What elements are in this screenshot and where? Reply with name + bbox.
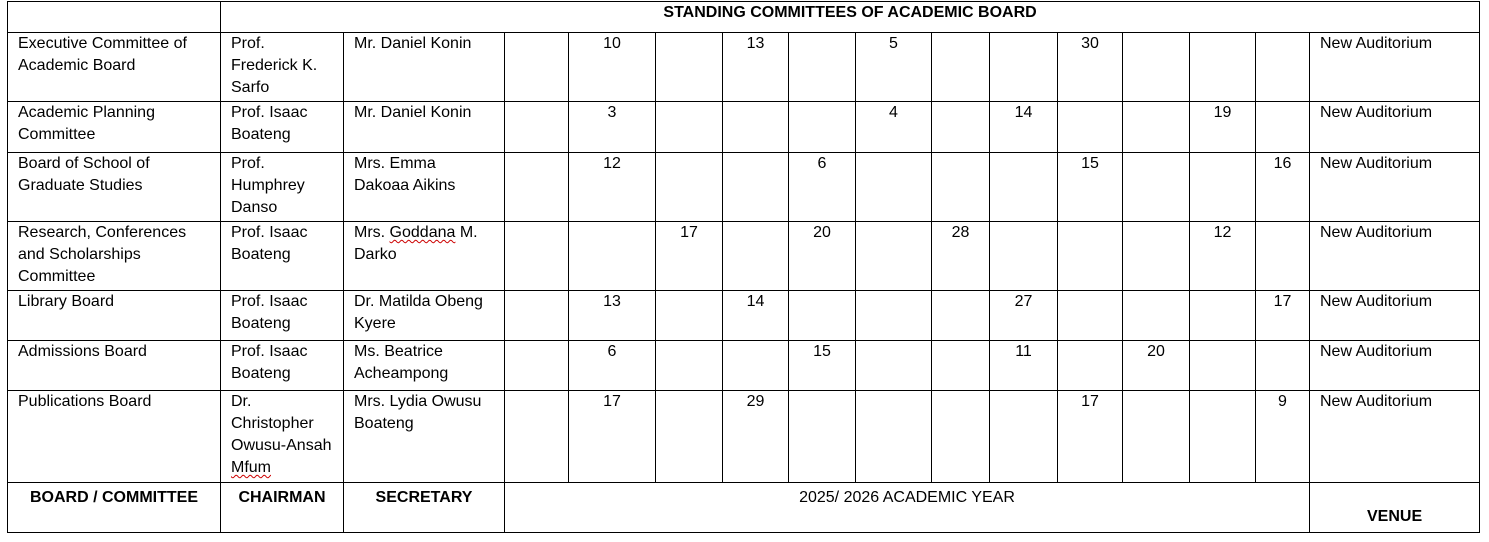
- meeting-date-cell: [932, 291, 990, 341]
- meeting-date-cell: [1256, 102, 1310, 153]
- title-row: [8, 2, 1480, 33]
- meeting-date-cell: [505, 391, 569, 483]
- meeting-date-cell: [505, 153, 569, 222]
- meeting-date-cell: 11: [990, 341, 1058, 391]
- meeting-date-cell: 6: [789, 153, 856, 222]
- meeting-date-cell: [990, 222, 1058, 291]
- table-row: [8, 222, 1480, 291]
- meeting-date-cell: [505, 222, 569, 291]
- meeting-date-cell: [505, 102, 569, 153]
- meeting-date-cell: [932, 153, 990, 222]
- meeting-date-cell: 13: [723, 33, 789, 102]
- meeting-date-cell: [789, 102, 856, 153]
- committee-name: Executive Committee of Academic Board: [8, 33, 221, 102]
- committee-name: Research, Conferences and Scholarships Committee: [8, 222, 221, 291]
- secretary-header: SECRETARY: [344, 483, 505, 533]
- meeting-date-cell: [990, 391, 1058, 483]
- meeting-date-cell: 9: [1256, 391, 1310, 483]
- meeting-date-cell: [990, 153, 1058, 222]
- meeting-date-cell: [932, 33, 990, 102]
- meeting-date-cell: [1123, 33, 1190, 102]
- meeting-date-cell: 19: [1190, 102, 1256, 153]
- venue-cell: New Auditorium: [1310, 153, 1480, 222]
- meeting-date-cell: [856, 391, 932, 483]
- meeting-date-cell: [656, 33, 723, 102]
- secretary-name: Mrs. Lydia Owusu Boateng: [344, 391, 505, 483]
- meeting-date-cell: [789, 291, 856, 341]
- meeting-date-cell: [789, 33, 856, 102]
- secretary-name: Mr. Daniel Konin: [344, 33, 505, 102]
- chairman-name: Prof. Humphrey Danso: [221, 153, 344, 222]
- secretary-name: Mr. Daniel Konin: [344, 102, 505, 153]
- meeting-date-cell: 15: [789, 341, 856, 391]
- meeting-date-cell: [723, 153, 789, 222]
- venue-cell: New Auditorium: [1310, 102, 1480, 153]
- meeting-date-cell: [723, 222, 789, 291]
- meeting-date-cell: 4: [856, 102, 932, 153]
- meeting-date-cell: [1190, 291, 1256, 341]
- venue-cell: New Auditorium: [1310, 391, 1480, 483]
- meeting-date-cell: [505, 341, 569, 391]
- meeting-date-cell: 10: [569, 33, 656, 102]
- meeting-date-cell: [505, 33, 569, 102]
- committee-schedule-table: [7, 1, 1480, 533]
- meeting-date-cell: [1256, 222, 1310, 291]
- secretary-name: Mrs. Emma Dakoaa Aikins: [344, 153, 505, 222]
- meeting-date-cell: [656, 153, 723, 222]
- table-row: [8, 102, 1480, 153]
- meeting-date-cell: 28: [932, 222, 990, 291]
- meeting-date-cell: [656, 391, 723, 483]
- meeting-date-cell: [789, 391, 856, 483]
- table-row: [8, 291, 1480, 341]
- meeting-date-cell: 13: [569, 291, 656, 341]
- meeting-date-cell: 5: [856, 33, 932, 102]
- meeting-date-cell: 16: [1256, 153, 1310, 222]
- table-row: [8, 391, 1480, 483]
- secretary-name: [344, 222, 505, 291]
- secretary-name-part: M. Darko: [354, 224, 478, 263]
- meeting-date-cell: [1190, 391, 1256, 483]
- meeting-date-cell: 12: [569, 153, 656, 222]
- venue-header: VENUE: [1310, 483, 1480, 533]
- secretary-name: Ms. Beatrice Acheampong: [344, 341, 505, 391]
- meeting-date-cell: [856, 222, 932, 291]
- meeting-date-cell: 12: [1190, 222, 1256, 291]
- meeting-date-cell: [856, 291, 932, 341]
- chairman-name: [221, 391, 344, 483]
- meeting-date-cell: 27: [990, 291, 1058, 341]
- meeting-date-cell: [856, 341, 932, 391]
- secretary-name: Dr. Matilda Obeng Kyere: [344, 291, 505, 341]
- committee-name: Publications Board: [8, 391, 221, 483]
- venue-cell: New Auditorium: [1310, 291, 1480, 341]
- meeting-date-cell: [1123, 391, 1190, 483]
- meeting-date-cell: [1123, 102, 1190, 153]
- footer-header-row: [8, 483, 1480, 533]
- title-corner-cell: [8, 2, 221, 33]
- meeting-date-cell: [505, 291, 569, 341]
- meeting-date-cell: [1123, 153, 1190, 222]
- meeting-date-cell: [990, 33, 1058, 102]
- meeting-date-cell: [1123, 291, 1190, 341]
- meeting-date-cell: [856, 153, 932, 222]
- meeting-date-cell: [1058, 222, 1123, 291]
- meeting-date-cell: 17: [656, 222, 723, 291]
- meeting-date-cell: [569, 222, 656, 291]
- meeting-date-cell: 20: [789, 222, 856, 291]
- secretary-name-part: Mrs.: [354, 224, 390, 241]
- meeting-date-cell: 17: [1256, 291, 1310, 341]
- meeting-date-cell: 15: [1058, 153, 1123, 222]
- chairman-name: Prof. Frederick K. Sarfo: [221, 33, 344, 102]
- committee-name: Academic Planning Committee: [8, 102, 221, 153]
- board-committee-header: BOARD / COMMITTEE: [8, 483, 221, 533]
- table-row: [8, 341, 1480, 391]
- meeting-date-cell: [932, 102, 990, 153]
- table-title: STANDING COMMITTEES OF ACADEMIC BOARD: [221, 2, 1480, 33]
- meeting-date-cell: 17: [1058, 391, 1123, 483]
- spellcheck-flagged-word: Goddana: [389, 224, 456, 241]
- meeting-date-cell: [1058, 102, 1123, 153]
- meeting-date-cell: [932, 391, 990, 483]
- meeting-date-cell: [1256, 341, 1310, 391]
- committee-name: Admissions Board: [8, 341, 221, 391]
- meeting-date-cell: 20: [1123, 341, 1190, 391]
- meeting-date-cell: [656, 102, 723, 153]
- meeting-date-cell: [1256, 33, 1310, 102]
- chairman-header: CHAIRMAN: [221, 483, 344, 533]
- meeting-date-cell: [1190, 153, 1256, 222]
- venue-cell: New Auditorium: [1310, 341, 1480, 391]
- venue-cell: New Auditorium: [1310, 222, 1480, 291]
- chairman-name: Prof. Isaac Boateng: [221, 341, 344, 391]
- committee-name: Board of School of Graduate Studies: [8, 153, 221, 222]
- chairman-name: Prof. Isaac Boateng: [221, 102, 344, 153]
- meeting-date-cell: [1190, 341, 1256, 391]
- venue-cell: New Auditorium: [1310, 33, 1480, 102]
- meeting-date-cell: [1058, 341, 1123, 391]
- meeting-date-cell: 29: [723, 391, 789, 483]
- meeting-date-cell: [1123, 222, 1190, 291]
- table-row: [8, 33, 1480, 102]
- meeting-date-cell: [656, 341, 723, 391]
- chairman-name: Prof. Isaac Boateng: [221, 291, 344, 341]
- meeting-date-cell: 6: [569, 341, 656, 391]
- meeting-date-cell: 14: [990, 102, 1058, 153]
- meeting-date-cell: [723, 102, 789, 153]
- table-row: [8, 153, 1480, 222]
- meeting-date-cell: 30: [1058, 33, 1123, 102]
- chairman-name-part: Dr. Christopher Owusu-Ansah: [231, 393, 332, 454]
- chairman-name: Prof. Isaac Boateng: [221, 222, 344, 291]
- meeting-date-cell: [932, 341, 990, 391]
- meeting-date-cell: [723, 341, 789, 391]
- meeting-date-cell: [656, 291, 723, 341]
- meeting-date-cell: [1190, 33, 1256, 102]
- spellcheck-flagged-word: Mfum: [231, 459, 271, 476]
- meeting-date-cell: [1058, 291, 1123, 341]
- committee-name: Library Board: [8, 291, 221, 341]
- meeting-date-cell: 17: [569, 391, 656, 483]
- meeting-date-cell: 3: [569, 102, 656, 153]
- academic-year-header: 2025/ 2026 ACADEMIC YEAR: [505, 483, 1310, 533]
- meeting-date-cell: 14: [723, 291, 789, 341]
